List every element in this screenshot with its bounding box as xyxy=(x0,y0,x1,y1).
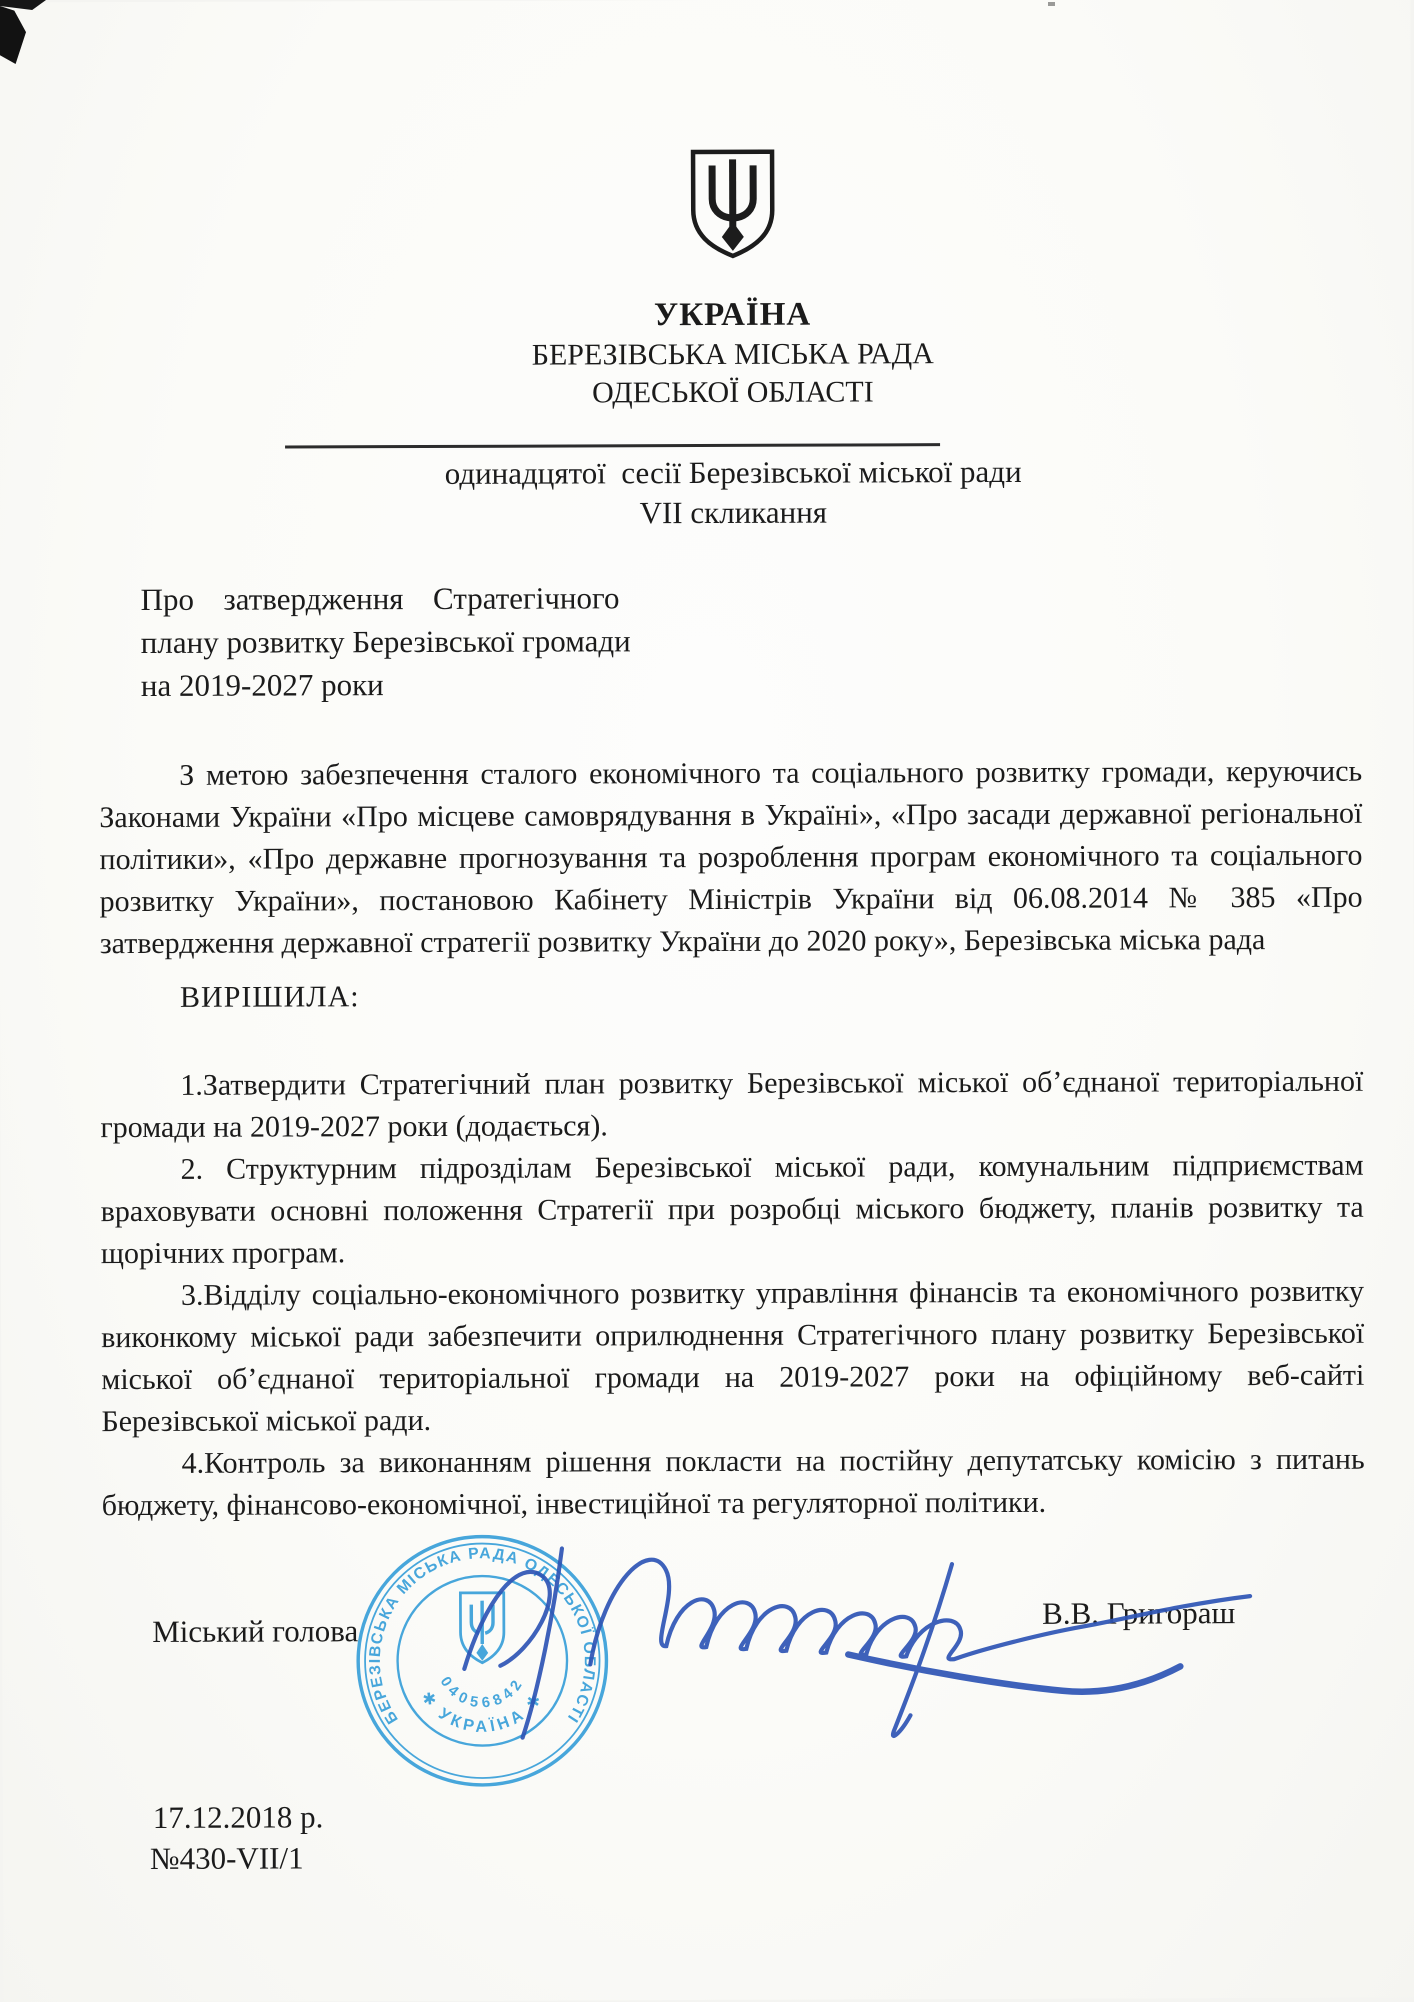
decision-heading: ВИРІШИЛА: xyxy=(179,980,360,1014)
decision-item-4: 4.Контроль за виконанням рішення покласти на постійну депутатську комісію з питань бюджету, фінансово-економічної, інвестиційної та регуляторної політики. xyxy=(101,1442,1365,1523)
resolution-body xyxy=(99,751,1365,1527)
trident-prongs xyxy=(712,163,753,228)
trident-base xyxy=(722,222,744,251)
header-block xyxy=(54,292,1412,415)
ukraine-trident-emblem-icon xyxy=(689,148,776,260)
region-name: ОДЕСЬКОЇ ОБЛАСТІ xyxy=(592,375,874,410)
seal-code: 04056842 xyxy=(436,1673,529,1712)
mayor-name: В.В. Григораш xyxy=(1042,1595,1236,1631)
subject-line-3: на 2019-2027 роки xyxy=(140,667,384,703)
seal-ring-text: БЕРЕЗІВСЬКА МІСЬКА РАДА ОДЕСЬКОЇ ОБЛАСТІ xyxy=(366,1545,598,1727)
mayor-title: Міський голова xyxy=(152,1613,359,1649)
subject-block xyxy=(141,576,631,707)
preamble-paragraph: З метою забезпечення сталого економічного та соціального розвитку громади, керуючись Законами України «Про місцеве самоврядування в Україні», «Про засади державної регіональної політики», «Про державне прогнозування та розроблення програм економічного та соціального розвитку України», постановою Кабінету Міністрів України від 06.08.2014 № 385 «Про затвердження державної стратегії розвитку України до 2020 року», Березівська міська рада xyxy=(99,754,1363,961)
document-number: №430-VII/1 xyxy=(149,1840,304,1876)
header-divider xyxy=(285,443,940,448)
session-line: одинадцятої сесії Березівської міської ради xyxy=(444,453,1022,491)
subject-line-1: Про затвердження Стратегічного xyxy=(140,580,620,617)
seal-country-text: ✱ УКРАЇНА ✱ xyxy=(417,1687,548,1736)
handwritten-signature-icon xyxy=(402,1518,1283,1761)
country-name: УКРАЇНА xyxy=(653,296,812,334)
council-name: БЕРЕЗІВСЬКА МІСЬКА РАДА xyxy=(531,337,934,372)
convocation-line: VII скликання xyxy=(639,494,828,531)
scan-artifact-speck xyxy=(1048,2,1055,6)
session-block xyxy=(54,451,1412,536)
decision-item-2: 2. Структурним підрозділам Березівської міської ради, комунальним підприємствам враховувати основні положення Стратегії при розробці міського бюджету, планів розвитку та щорічних програм. xyxy=(100,1148,1364,1271)
decision-item-1: 1.Затвердити Стратегічний план розвитку Березівської міської об’єднаної територіальної громади на 2019-2027 роки (додається). xyxy=(100,1064,1364,1145)
subject-line-2: плану розвитку Березівської громади xyxy=(140,623,631,660)
decision-item-3: 3.Відділу соціально-економічного розвитку управління фінансів та економічного розвитку виконкому міської ради забезпечити оприлюднення Стратегічного плану розвитку Березівської міської об’єднаної територіальної громади на 2019-2027 роки на офіційному веб-сайті Березівської міської ради. xyxy=(101,1274,1365,1439)
document-date: 17.12.2018 р. xyxy=(152,1799,324,1835)
